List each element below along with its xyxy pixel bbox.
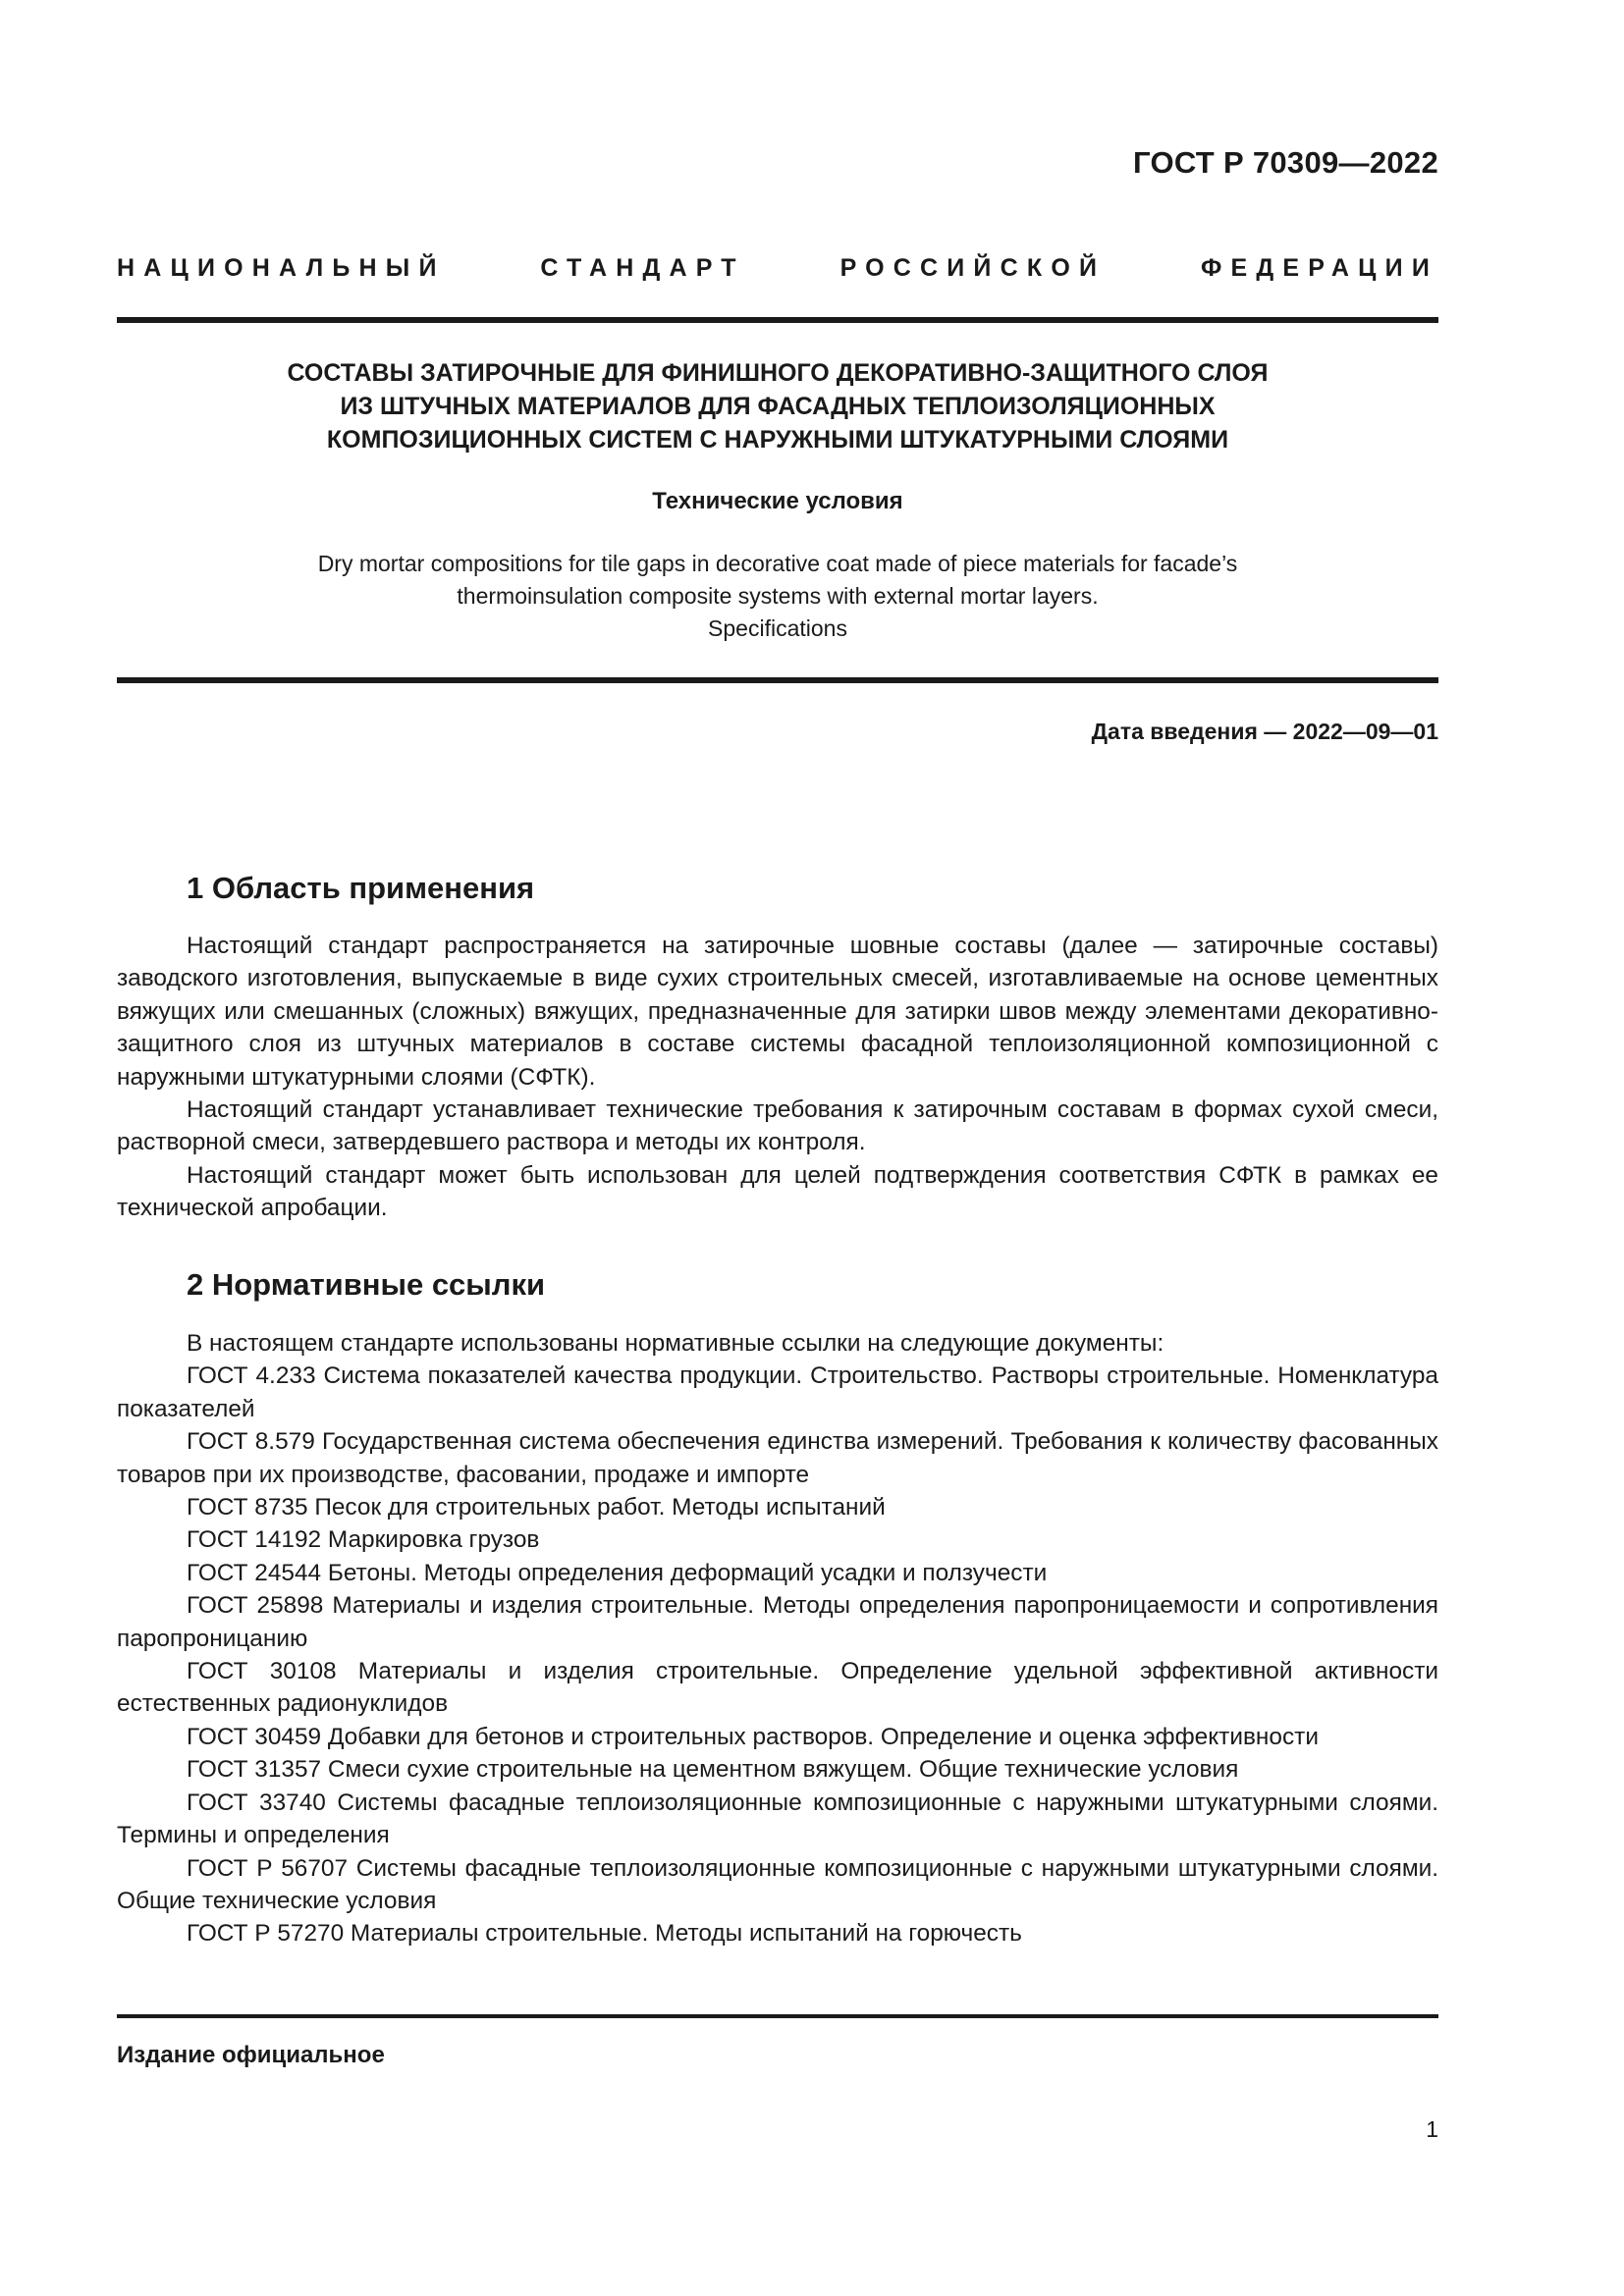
english-title-line: thermoinsulation composite systems with external mortar layers. <box>457 583 1099 609</box>
reference-item: ГОСТ 8.579 Государственная система обеспечения единства измерений. Требования к количеству фасованных товаров при их производстве, фасовании, продаже и импорте <box>117 1428 1438 1488</box>
reference-item: ГОСТ Р 57270 Материалы строительные. Методы испытаний на горючесть <box>187 1920 1022 1948</box>
reference-item: ГОСТ 33740 Системы фасадные теплоизоляционные композиционные с наружными штукатурными слоями. Термины и определения <box>117 1789 1438 1849</box>
english-title-line: Specifications <box>708 615 847 641</box>
document-title <box>117 356 1438 456</box>
english-title <box>117 548 1438 645</box>
paragraph: Настоящий стандарт распространяется на затирочные шовные составы (далее — затирочные составы) заводского изготовления, выпускаемые в виде сухих строительных смесей, изготавливаемые на основе цементных вяжущих или смешанных (сложных) вяжущих, предназначенные для затирки швов между элементами декоративно-защитного слоя из штучных материалов в составе системы фасадной теплоизоляционной композиционной с наружными штукатурными слоями (СФТК). <box>117 933 1438 1091</box>
title-line: СОСТАВЫ ЗАТИРОЧНЫЕ ДЛЯ ФИНИШНОГО ДЕКОРАТИВНО-ЗАЩИТНОГО СЛОЯ <box>287 359 1269 387</box>
paragraph: Настоящий стандарт может быть использован для целей подтверждения соответствия СФТК в рамках ее технической апробации. <box>117 1161 1438 1222</box>
title-line: ИЗ ШТУЧНЫХ МАТЕРИАЛОВ ДЛЯ ФАСАДНЫХ ТЕПЛОИЗОЛЯЦИОННЫХ <box>340 393 1216 420</box>
document-page <box>117 0 1438 2296</box>
reference-item: ГОСТ 8735 Песок для строительных работ. Методы испытаний <box>187 1494 886 1522</box>
reference-item: ГОСТ 31357 Смеси сухие строительные на цементном вяжущем. Общие технические условия <box>187 1756 1239 1784</box>
reference-item: ГОСТ 30108 Материалы и изделия строительные. Определение удельной эффективной активности естественных радионуклидов <box>117 1658 1438 1718</box>
footer-rule <box>117 2014 1438 2018</box>
reference-item: ГОСТ Р 56707 Системы фасадные теплоизоляционные композиционные с наружными штукатурными слоями. Общие технические условия <box>117 1854 1438 1914</box>
paragraph: В настоящем стандарте использованы нормативные ссылки на следующие документы: <box>187 1330 1164 1357</box>
reference-item: ГОСТ 24544 Бетоны. Методы определения деформаций усадки и ползучести <box>187 1559 1048 1586</box>
title-line: КОМПОЗИЦИОННЫХ СИСТЕМ С НАРУЖНЫМИ ШТУКАТУРНЫМИ СЛОЯМИ <box>326 426 1229 454</box>
english-title-line: Dry mortar compositions for tile gaps in decorative coat made of piece materials for facade’s <box>317 551 1238 576</box>
national-standard-banner: НАЦИОНАЛЬНЫЙ СТАНДАРТ РОССИЙСКОЙ ФЕДЕРАЦИИ <box>117 254 1438 282</box>
document-subtitle: Технические условия <box>652 488 903 514</box>
section-body-references <box>117 1327 1438 1950</box>
section-heading-references: 2 Нормативные ссылки <box>187 1267 546 1302</box>
top-rule <box>117 317 1438 323</box>
page-number: 1 <box>1426 2116 1438 2142</box>
reference-item: ГОСТ 30459 Добавки для бетонов и строительных растворов. Определение и оценка эффективности <box>187 1723 1319 1750</box>
section-heading-scope: 1 Область применения <box>187 871 535 905</box>
reference-item: ГОСТ 14192 Маркировка грузов <box>187 1526 540 1554</box>
section-body-scope <box>117 930 1438 1225</box>
reference-item: ГОСТ 25898 Материалы и изделия строительные. Методы определения паропроницаемости и сопротивления паропроницанию <box>117 1592 1438 1652</box>
reference-item: ГОСТ 4.233 Система показателей качества продукции. Строительство. Растворы строительные. Номенклатура показателей <box>117 1362 1438 1422</box>
document-code: ГОСТ Р 70309—2022 <box>1133 145 1438 180</box>
title-bottom-rule <box>117 677 1438 683</box>
official-edition-label: Издание официальное <box>117 2042 385 2068</box>
paragraph: Настоящий стандарт устанавливает технические требования к затирочным составам в формах сухой смеси, растворной смеси, затвердевшего раствора и методы их контроля. <box>117 1096 1438 1156</box>
introduction-date: Дата введения — 2022—09—01 <box>1091 719 1438 744</box>
